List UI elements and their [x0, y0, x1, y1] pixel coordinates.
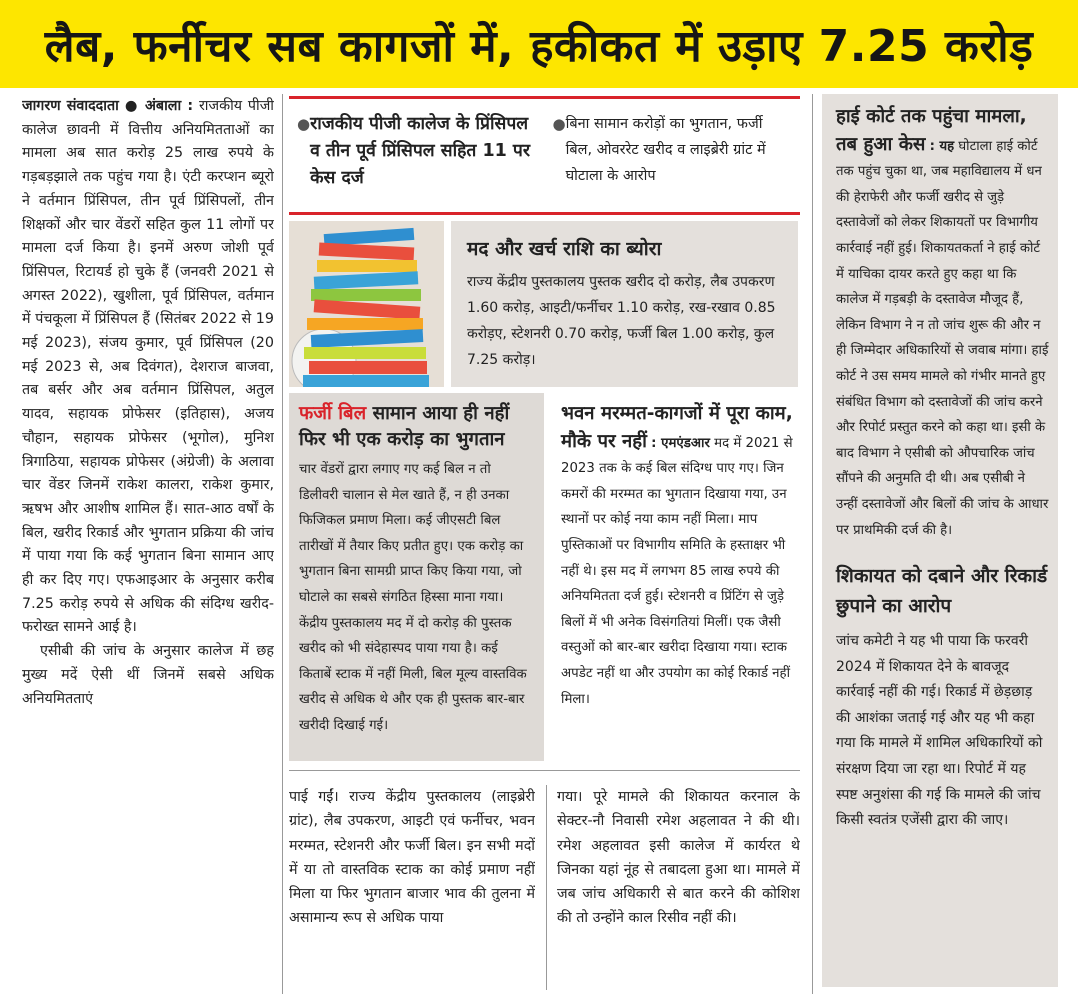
high-court-text: घोटाला हाई कोर्ट तक पहुंच चुका था, जब महाविद्यालय में धन की हेराफेरी और फर्जी खरीद से जुड़े दस्तावेजों को लेकर शिकायतों पर विभागीय कार्रवाई नहीं हुई। शिकायतकर्ता ने हाई कोर्ट में याचिका दायर करते हुए कहा था कि कालेज में गड़बड़ी के दस्तावेज मौजूद हैं, लेकिन विभाग ने न तो जांच शुरू की और न ही जिम्मेदार अधिकारियों से जवाब मांगा। हाई कोर्ट ने उस समय मामले को गंभीर मानते हुए संबंधित विभाग को दस्तावेजों की जांच करने और रिपोर्ट प्रस्तुत करने को कहा था। इसी के बाद विभाग ने एसीबी को औपचारिक जांच सौंपने की अनुमति दी थी। अब एसीबी ने उन्हीं दस्तावेजों और बिलों की जांच के आधार पर प्राथमिकी दर्ज की है।	[836, 138, 1049, 538]
main-story-text: राजकीय पीजी कालेज छावनी में वित्तीय अनियमितताओं का मामला अब सात करोड़ 25 लाख रुपये के गड़बड़झाले तक पहुंच गया है। एंटी करप्शन ब्यूरो ने वर्तमान प्रिंसिपल, तीन पूर्व प्रिंसिपलों, तीन शिक्षकों और चार वेंडरों सहित कुल 11 लोगों पर मामला दर्ज किया है। इनमें अरुण जोशी पूर्व प्रिंसिपल, रिटायर्ड हो चुके हैं (जनवरी 2021 से अगस्त 2022), खुशीला, पूर्व प्रिंसिपल, वर्तमान में पंचकूला में प्रिंसिपल हैं (सितंबर 2022 से 19 मई 2023), संजय कुमार, पूर्व प्रिंसिपल (20 मई 2023 से, अब दिवंगत), देशराज बाजवा, तब बर्सर और अब वर्तमान प्रिंसिपल, अतुल यादव, सहायक प्रोफेसर (इतिहास), अजय चौहान, सहायक प्रोफेसर (भूगोल), मुनिश त्रिगाठिया, सहायक प्रोफेसर (अंग्रेजी) के अलावा चार वेंडर जिनमें राकेश कालरा, राकेश कुमार, ऋषभ और आशीष शामिल हैं। सात-आठ वर्षों के बिल, खरीद रिकार्ड और भुगतान प्रक्रिया की जांच में पाया गया कि कई भुगतान बिना सामान आए ही कर दिए गए। एफआइआर के अनुसार करीब 7.25 करोड़ रुपये से अधिक की संदिग्ध खरीद-फरोख्त सामने आई है।	[22, 98, 274, 636]
highlight-text: बिना सामान करोड़ों का भुगतान, फर्जी बिल, ओवररेट खरीद व लाइब्रेरी ग्रांट में घोटाला के आरोप	[565, 116, 766, 184]
sidebar-box	[822, 94, 1058, 987]
highlight-item	[545, 99, 801, 212]
building-repair-text: मद में 2021 से 2023 तक के कई बिल संदिग्ध पाए गए। जिन कमरों की मरम्मत का भुगतान दिखाया गया, उन स्थानों पर कोई नया काम नहीं मिला। माप पुस्तिकाओं पर विभागीय समिति के हस्ताक्षर भी नहीं थे। इस मद में लगभग 85 लाख रुपये की अनियमितता दर्ज हुई। स्टेशनरी व प्रिंटिंग से जुड़े बिलों में भी अनेक विसंगतियां मिलीं। एक जैसी वस्तुओं को बार-बार खरीदा दिखाया गया। स्टाक अपडेट नहीं था और उपयोग का कोई रिकार्ड नहीं मिला।	[561, 435, 793, 707]
section-divider	[289, 770, 800, 771]
headline-banner	[0, 0, 1078, 88]
byline: जागरण संवाददाता ● अंबाला :	[22, 98, 194, 114]
bullet-icon: ●	[552, 115, 566, 133]
high-court-title: हाई कोर्ट तक पहुंचा मामला, तब हुआ केस	[836, 106, 1027, 155]
building-repair-lead-in: : एमएंडआर	[651, 435, 710, 451]
expense-breakdown-box	[451, 221, 798, 387]
building-repair-title: भवन मरम्मत-कागजों में पूरा काम, मौके पर नहीं	[561, 403, 793, 452]
bullet-icon: ●	[297, 115, 311, 133]
column-divider	[282, 94, 283, 994]
highlights-strip	[289, 96, 800, 215]
highlight-item	[289, 99, 545, 212]
main-story-paragraph-2: एसीबी की जांच के अनुसार कालेज में छह मुख्य मदें ऐसी थीं जिनमें सबसे अधिक अनियमितताएं	[22, 643, 274, 707]
continuation-text-2: गया। पूरे मामले की शिकायत करनाल के सेक्टर-नौ निवासी रमेश अहलावत ने की थी। रमेश अहलावत इसी कालेज में कार्यरत थे जिनका यहां नूंह से तबादला हुआ था। मामले में जब जांच अधिकारी से बात करने की कोशिश की तो उन्होंने काल रिसीव नहीं की।	[557, 789, 800, 927]
fake-bill-title	[299, 401, 534, 453]
complaint-title: शिकायत को दबाने और रिकार्ड छुपाने का आरोप	[836, 565, 1048, 618]
complaint-text: जांच कमेटी ने यह भी पाया कि फरवरी 2024 में शिकायत देने के बावजूद कार्रवाई नहीं की गई। रिकार्ड में छेड़छाड़ की आशंका जताई गई और यह भी कहा गया कि मामले में शामिल अधिकारियों को संरक्षण दिया जा रहा था। रिपोर्ट में यह स्पष्ट अनुशंसा की गई कि मामले की जांच किसी स्वतंत्र एजेंसी द्वारा की जाए।	[836, 633, 1043, 829]
highlight-text: राजकीय पीजी कालेज के प्रिंसिपल व तीन पूर्व प्रिंसिपल सहित 11 पर केस दर्ज	[310, 114, 531, 188]
building-repair-box	[551, 393, 800, 761]
fake-bill-text: चार वेंडरों द्वारा लगाए गए कई बिल न तो डिलीवरी चालान से मेल खाते हैं, न ही उनका फिजिकल प्रमाण मिला। कई जीएसटी बिल तारीखों में तैयार किए प्रतीत हुए। एक करोड़ का भुगतान बिना सामग्री प्राप्त किए किया गया, जो घोटाले का सबसे संगठित हिस्सा माना गया। केंद्रीय पुस्तकालय मद में दो करोड़ की पुस्तक खरीद को भी संदेहास्पद पाया गया है। कई किताबें स्टाक में नहीं मिली, बिल मूल्य वास्तविक खरीद से अधिक थे और एक ही पुस्तक बार-बार खरीदी दिखाई गई।	[299, 462, 527, 733]
high-court-paragraph	[836, 104, 1050, 543]
high-court-lead-in: : यह	[929, 138, 955, 154]
main-story-column	[22, 95, 274, 995]
breakdown-title: मद और खर्च राशि का ब्योरा	[467, 238, 662, 260]
main-story-paragraph	[22, 95, 274, 640]
continuation-column-2	[557, 785, 800, 995]
fake-bill-heading: सामान आया ही नहीं फिर भी एक करोड़ का भुगतान	[299, 403, 510, 450]
book-stack-icon	[289, 221, 444, 387]
fake-bill-box	[289, 393, 544, 761]
book-stack-illustration	[289, 221, 444, 387]
headline: लैब, फर्नीचर सब कागजों में, हकीकत में उड़ाए 7.25 करोड़	[44, 21, 1034, 72]
column-divider	[546, 785, 547, 990]
column-divider	[812, 94, 813, 994]
building-repair-paragraph	[561, 401, 794, 712]
continuation-text-1: पाई गईं। राज्य केंद्रीय पुस्तकालय (लाइब्रेरी ग्रांट), लैब उपकरण, आइटी एवं फर्नीचर, भवन मरम्मत, स्टेशनरी और फर्जी बिल। इन सभी मदों में या तो वास्तविक स्टाक का कोई प्रमाण नहीं मिला या फिर भुगतान बाजार भाव की तुलना में असामान्य रूप से अधिक पाया	[289, 789, 535, 927]
breakdown-text: राज्य केंद्रीय पुस्तकालय पुस्तक खरीद दो करोड़, लैब उपकरण 1.60 करोड़, आइटी/फर्नीचर 1.10 करोड़, रख-रखाव 0.85 करोड़ए, स्टेशनरी 0.70 करोड़, फर्जी बिल 1.00 करोड़, कुल 7.25 करोड़।	[467, 274, 776, 368]
fake-bill-label: फर्जी बिल	[299, 403, 367, 424]
continuation-column-1	[289, 785, 535, 995]
